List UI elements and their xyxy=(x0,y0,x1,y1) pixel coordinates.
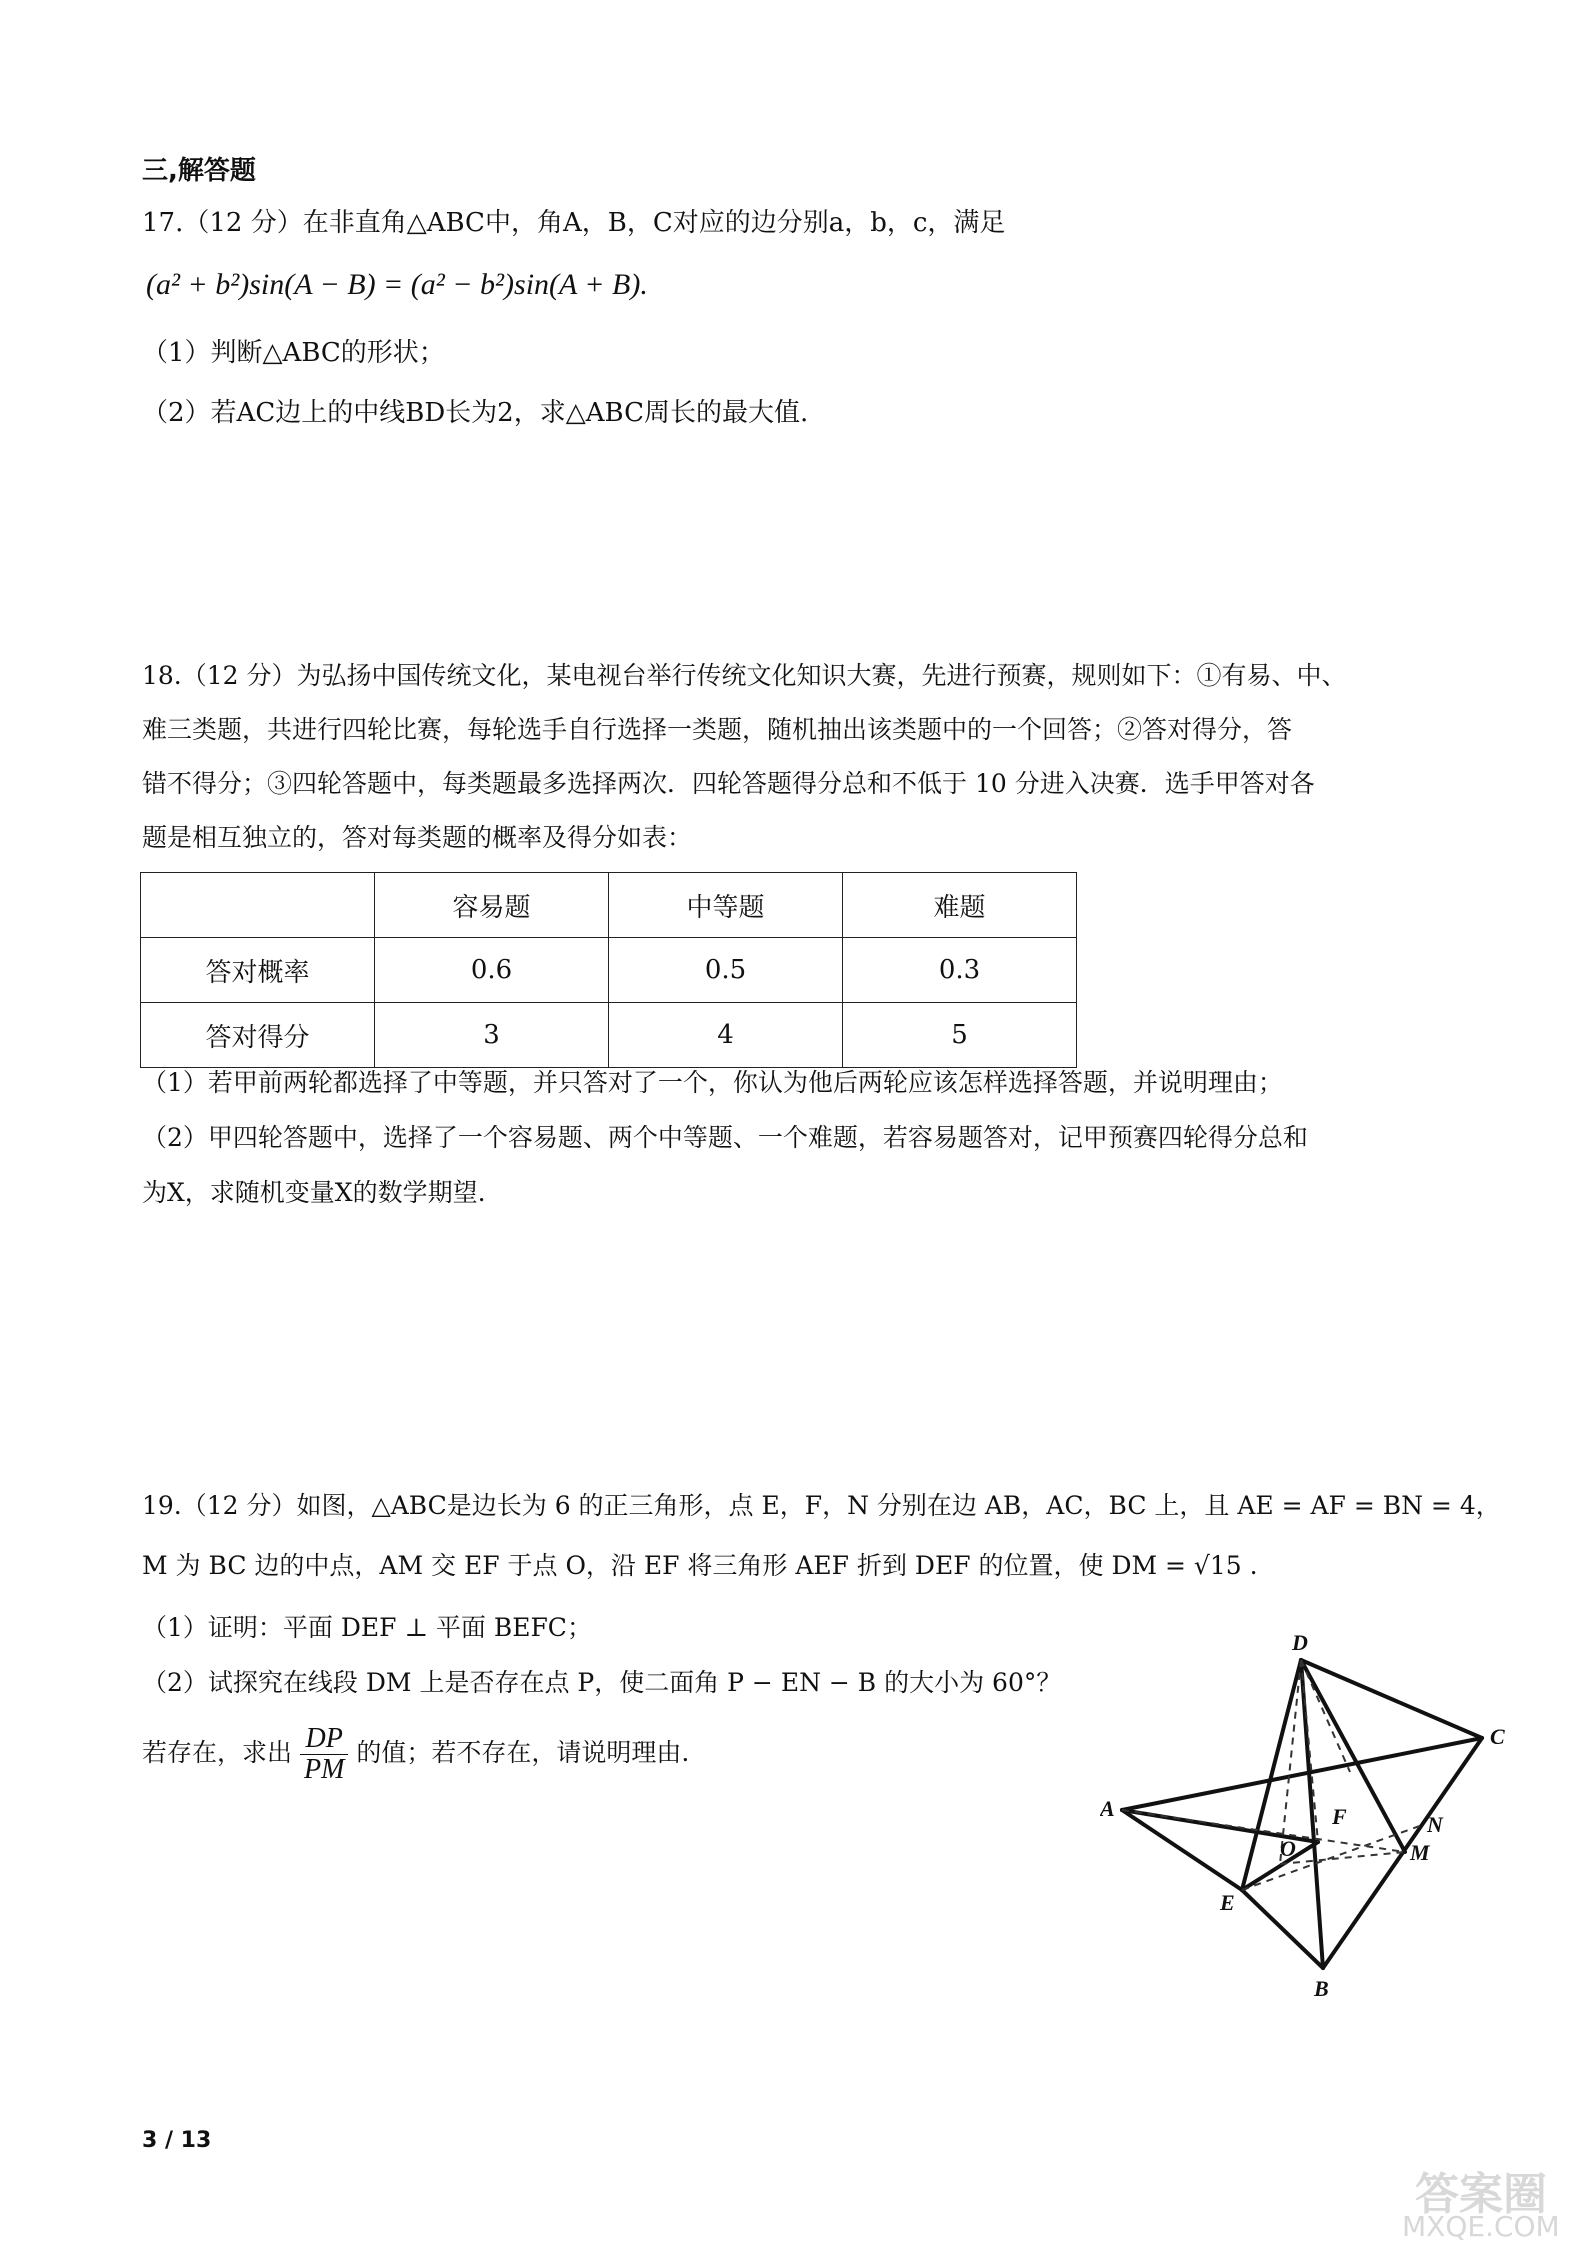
folded-triangle-figure xyxy=(1100,1620,1540,2020)
edge-DB xyxy=(1301,1660,1323,1968)
dashed-AM xyxy=(1122,1810,1405,1852)
q19-part2b-suffix: 的值；若不存在，请说明理由. xyxy=(356,1738,690,1767)
fraction-denominator: PM xyxy=(303,1754,345,1785)
q19-part1: （1）证明：平面 DEF ⊥ 平面 BEFC； xyxy=(142,1613,592,1642)
table-header-row xyxy=(141,873,1077,938)
q19-line2: M 为 BC 边的中点，AM 交 EF 于点 O，沿 EF 将三角形 AEF 折到 DEF 的位置，使 DM = √15 . xyxy=(142,1551,1258,1580)
label-E: E xyxy=(1220,1890,1235,1915)
fraction-numerator: DP xyxy=(300,1724,348,1755)
section-title: 三,解答题 xyxy=(142,156,256,186)
table-cell: 难题 xyxy=(843,873,1077,938)
score-table xyxy=(140,872,1077,1068)
q18-line2: 难三类题，共进行四轮比赛，每轮选手自行选择一类题，随机抽出该类题中的一个回答；②答对得分，答 xyxy=(142,715,1293,744)
q18-line3: 错不得分；③四轮答题中，每类题最多选择两次．四轮答题得分总和不低于 10 分进入决赛．选手甲答对各 xyxy=(142,769,1315,798)
table-cell: 0.3 xyxy=(843,938,1077,1003)
q19-part2: （2）试探究在线段 DM 上是否存在点 P，使二面角 P − EN − B 的大小为 60°？ xyxy=(142,1668,1062,1697)
q17-part2: （2）若AC边上的中线BD长为2，求△ABC周长的最大值. xyxy=(142,398,809,428)
q19-part2b xyxy=(142,1720,689,1786)
table-cell: 容易题 xyxy=(375,873,609,938)
label-O: O xyxy=(1280,1836,1296,1861)
table-cell: 5 xyxy=(843,1003,1077,1068)
table-cell: 答对得分 xyxy=(141,1003,375,1068)
edge-DC xyxy=(1301,1660,1482,1738)
q17-part1: （1）判断△ABC的形状； xyxy=(142,338,445,368)
table-row xyxy=(141,1003,1077,1068)
label-N: N xyxy=(1427,1812,1443,1837)
table-cell xyxy=(141,873,375,938)
watermark-logo: 答案圈 xyxy=(1415,2169,1547,2220)
table-row xyxy=(141,938,1077,1003)
page-number: 3 / 13 xyxy=(142,2128,212,2153)
q18-part1: （1）若甲前两轮都选择了中等题，并只答对了一个，你认为他后两轮应该怎样选择答题，并说明理由； xyxy=(142,1068,1283,1097)
dp-over-pm-fraction xyxy=(300,1724,348,1785)
table-cell: 答对概率 xyxy=(141,938,375,1003)
label-F: F xyxy=(1332,1804,1347,1829)
table-cell: 3 xyxy=(375,1003,609,1068)
watermark-url: MXQE.COM xyxy=(1402,2210,1560,2243)
q19-line1: 19.（12 分）如图，△ABC是边长为 6 的正三角形，点 E，F，N 分别在边 AB，AC，BC 上，且 AE = AF = BN = 4， xyxy=(142,1491,1501,1520)
q18-line1: 18.（12 分）为弘扬中国传统文化，某电视台举行传统文化知识大赛，先进行预赛，规则如下：①有易、中、 xyxy=(142,661,1347,690)
label-A: A xyxy=(1100,1796,1115,1821)
table-cell: 0.5 xyxy=(609,938,843,1003)
q17-stem: 17.（12 分）在非直角△ABC中，角A，B，C对应的边分别a，b，c，满足 xyxy=(142,208,1006,238)
q17-formula: (a² + b²)sin(A − B) = (a² − b²)sin(A + B). xyxy=(146,268,648,301)
q18-line4: 题是相互独立的，答对每类题的概率及得分如表： xyxy=(142,823,693,852)
label-B: B xyxy=(1314,1976,1329,2001)
edge-AC xyxy=(1122,1738,1482,1810)
table-cell: 4 xyxy=(609,1003,843,1068)
label-C: C xyxy=(1490,1724,1505,1749)
edge-EB xyxy=(1242,1890,1323,1968)
q19-part2b-prefix: 若存在，求出 xyxy=(142,1738,293,1767)
label-D: D xyxy=(1292,1630,1308,1655)
edge-AE xyxy=(1122,1810,1242,1890)
q18-part2-line2: 为X，求随机变量X的数学期望. xyxy=(142,1178,486,1207)
table-cell: 0.6 xyxy=(375,938,609,1003)
label-M: M xyxy=(1410,1840,1430,1865)
q18-part2-line1: （2）甲四轮答题中，选择了一个容易题、两个中等题、一个难题，若容易题答对，记甲预赛四轮得分总和 xyxy=(142,1123,1308,1152)
table-cell: 中等题 xyxy=(609,873,843,938)
